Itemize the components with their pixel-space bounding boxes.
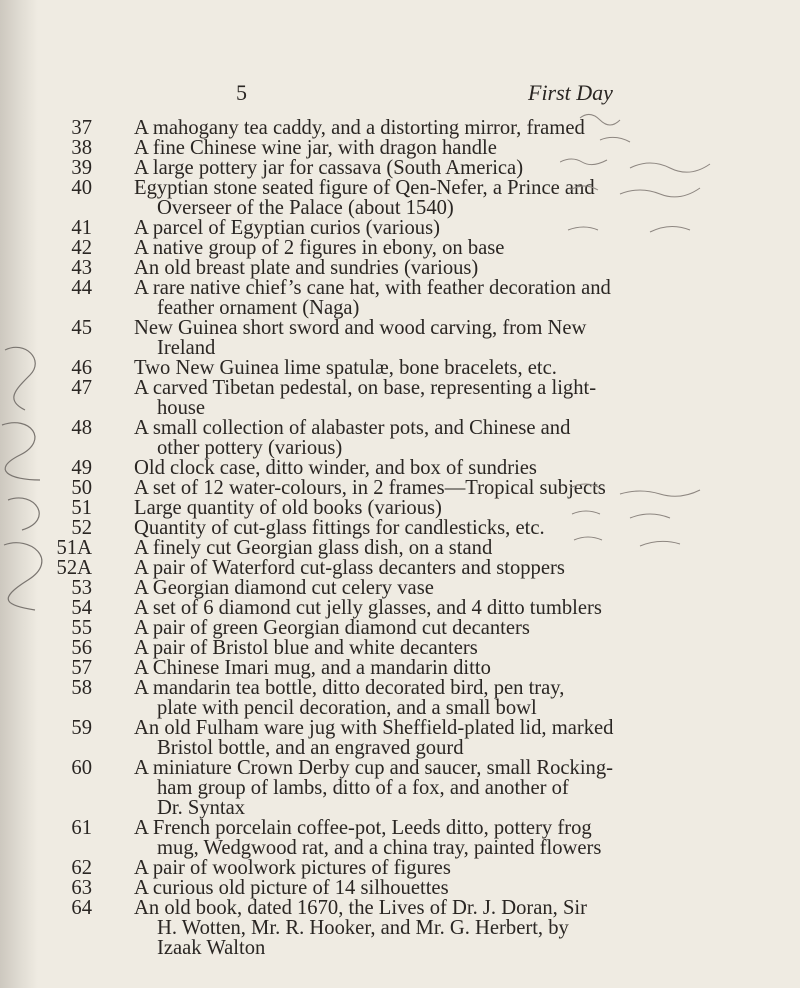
lot-entry — [0, 218, 800, 238]
lot-number: 48 — [71, 417, 92, 439]
lot-entry — [0, 618, 800, 638]
lot-description-line: An old Fulham ware jug with Sheffield-plated lid, marked — [134, 717, 614, 739]
lot-number: 45 — [71, 317, 92, 339]
lot-entry — [0, 258, 800, 278]
lot-description — [134, 358, 654, 378]
lot-description-line: A rare native chief’s cane hat, with feather decoration and — [134, 277, 611, 299]
lot-description-line: other pottery (various) — [157, 437, 343, 459]
lot-description — [134, 158, 654, 178]
lot-entry — [0, 858, 800, 878]
lot-entry — [0, 138, 800, 158]
lot-entry — [0, 418, 800, 458]
lot-number: 50 — [71, 477, 92, 499]
lot-number: 39 — [71, 157, 92, 179]
lot-number: 56 — [71, 637, 92, 659]
lot-description — [134, 758, 654, 818]
lot-description — [134, 178, 654, 218]
lot-entry — [0, 358, 800, 378]
lot-number: 41 — [71, 217, 92, 239]
lot-description-line: A French porcelain coffee-pot, Leeds ditto, pottery frog — [134, 817, 592, 839]
lot-description-line: A pair of Waterford cut-glass decanters and stoppers — [134, 557, 565, 579]
lot-description — [134, 718, 654, 758]
lot-number: 63 — [71, 877, 92, 899]
lot-description-line: Izaak Walton — [157, 937, 266, 959]
lot-description-line: A set of 6 diamond cut jelly glasses, and 4 ditto tumblers — [134, 597, 602, 619]
lot-list — [0, 118, 800, 958]
lot-number: 59 — [71, 717, 92, 739]
lot-entry — [0, 638, 800, 658]
lot-entry — [0, 178, 800, 218]
lot-description-line: Bristol bottle, and an engraved gourd — [157, 737, 464, 759]
lot-description — [134, 858, 654, 878]
lot-description-line: A large pottery jar for cassava (South America) — [134, 157, 524, 179]
lot-entry — [0, 378, 800, 418]
lot-description — [134, 618, 654, 638]
lot-entry — [0, 538, 800, 558]
lot-description — [134, 458, 654, 478]
lot-description — [134, 118, 654, 138]
lot-entry — [0, 818, 800, 858]
lot-entry — [0, 878, 800, 898]
lot-entry — [0, 898, 800, 958]
lot-description-line: mug, Wedgwood rat, and a china tray, painted flowers — [157, 837, 602, 859]
lot-description-line: A mandarin tea bottle, ditto decorated bird, pen tray, — [134, 677, 565, 699]
lot-number: 60 — [71, 757, 92, 779]
lot-description-line: Two New Guinea lime spatulæ, bone bracelets, etc. — [134, 357, 557, 379]
lot-description-line: A Chinese Imari mug, and a mandarin ditto — [134, 657, 491, 679]
lot-description — [134, 638, 654, 658]
lot-entry — [0, 238, 800, 258]
lot-description-line: A set of 12 water-colours, in 2 frames—Tropical subjects — [134, 477, 606, 499]
lot-description — [134, 578, 654, 598]
lot-number: 46 — [71, 357, 92, 379]
lot-description — [134, 478, 654, 498]
lot-entry — [0, 758, 800, 818]
running-title: First Day — [528, 80, 613, 105]
lot-description — [134, 218, 654, 238]
lot-number: 55 — [71, 617, 92, 639]
lot-description — [134, 558, 654, 578]
lot-description — [134, 278, 654, 318]
lot-description-line: A mahogany tea caddy, and a distorting mirror, framed — [134, 117, 585, 139]
lot-entry — [0, 598, 800, 618]
lot-description — [134, 598, 654, 618]
lot-description-line: A small collection of alabaster pots, and Chinese and — [134, 417, 571, 439]
lot-entry — [0, 478, 800, 498]
lot-description-line: ham group of lambs, ditto of a fox, and another of — [157, 777, 569, 799]
lot-number: 64 — [71, 897, 92, 919]
lot-entry — [0, 158, 800, 178]
lot-description-line: house — [157, 397, 206, 419]
lot-description — [134, 138, 654, 158]
lot-entry — [0, 718, 800, 758]
lot-number: 61 — [71, 817, 92, 839]
lot-description-line: A pair of Bristol blue and white decanters — [134, 637, 478, 659]
lot-description-line: Old clock case, ditto winder, and box of sundries — [134, 457, 537, 479]
lot-description-line: feather ornament (Naga) — [157, 297, 360, 319]
lot-description-line: A miniature Crown Derby cup and saucer, small Rocking- — [134, 757, 614, 779]
lot-description — [134, 678, 654, 718]
lot-entry — [0, 498, 800, 518]
lot-description-line: A native group of 2 figures in ebony, on base — [134, 237, 505, 259]
lot-number: 62 — [71, 857, 92, 879]
lot-entry — [0, 658, 800, 678]
lot-entry — [0, 578, 800, 598]
lot-description-line: plate with pencil decoration, and a small bowl — [157, 697, 537, 719]
lot-description-line: Dr. Syntax — [157, 797, 246, 819]
lot-description — [134, 818, 654, 858]
lot-description-line: A carved Tibetan pedestal, on base, representing a light- — [134, 377, 597, 399]
lot-description-line: A Georgian diamond cut celery vase — [134, 577, 434, 599]
lot-description — [134, 378, 654, 418]
lot-number: 52 — [71, 517, 92, 539]
lot-description — [134, 658, 654, 678]
lot-number: 42 — [71, 237, 92, 259]
lot-description — [134, 898, 654, 958]
lot-description — [134, 518, 654, 538]
lot-number: 38 — [71, 137, 92, 159]
lot-description-line: Overseer of the Palace (about 1540) — [157, 197, 454, 219]
lot-number: 58 — [71, 677, 92, 699]
lot-description-line: A finely cut Georgian glass dish, on a stand — [134, 537, 493, 559]
lot-description-line: Egyptian stone seated figure of Qen-Nefer, a Prince and — [134, 177, 595, 199]
lot-number: 52A — [56, 557, 92, 579]
page-number: 5 — [236, 80, 247, 105]
lot-description-line: New Guinea short sword and wood carving, from New — [134, 317, 587, 339]
lot-description — [134, 318, 654, 358]
lot-entry — [0, 318, 800, 358]
lot-number: 51A — [56, 537, 92, 559]
lot-entry — [0, 458, 800, 478]
lot-number: 54 — [71, 597, 92, 619]
lot-number: 53 — [71, 577, 92, 599]
lot-entry — [0, 518, 800, 538]
lot-number: 37 — [71, 117, 92, 139]
lot-number: 40 — [71, 177, 92, 199]
lot-description-line: An old book, dated 1670, the Lives of Dr. J. Doran, Sir — [134, 897, 588, 919]
lot-description — [134, 498, 654, 518]
lot-number: 44 — [71, 277, 92, 299]
lot-description-line: Ireland — [157, 337, 216, 359]
lot-number: 57 — [71, 657, 92, 679]
lot-description-line: Large quantity of old books (various) — [134, 497, 442, 519]
lot-description-line: A pair of green Georgian diamond cut decanters — [134, 617, 530, 639]
lot-description-line: A parcel of Egyptian curios (various) — [134, 217, 440, 239]
lot-number: 43 — [71, 257, 92, 279]
lot-description-line: A fine Chinese wine jar, with dragon handle — [134, 137, 497, 159]
lot-description-line: A curious old picture of 14 silhouettes — [134, 877, 449, 899]
lot-description — [134, 258, 654, 278]
lot-description — [134, 538, 654, 558]
lot-description-line: An old breast plate and sundries (various) — [134, 257, 479, 279]
lot-entry — [0, 118, 800, 138]
page-header — [0, 80, 800, 110]
lot-entry — [0, 278, 800, 318]
lot-number: 47 — [71, 377, 92, 399]
lot-description-line: H. Wotten, Mr. R. Hooker, and Mr. G. Herbert, by — [157, 917, 569, 939]
lot-description — [134, 418, 654, 458]
lot-description-line: Quantity of cut-glass fittings for candlesticks, etc. — [134, 517, 545, 539]
lot-entry — [0, 678, 800, 718]
lot-entry — [0, 558, 800, 578]
lot-description — [134, 238, 654, 258]
lot-number: 51 — [71, 497, 92, 519]
lot-description-line: A pair of woolwork pictures of figures — [134, 857, 451, 879]
lot-description — [134, 878, 654, 898]
lot-number: 49 — [71, 457, 92, 479]
